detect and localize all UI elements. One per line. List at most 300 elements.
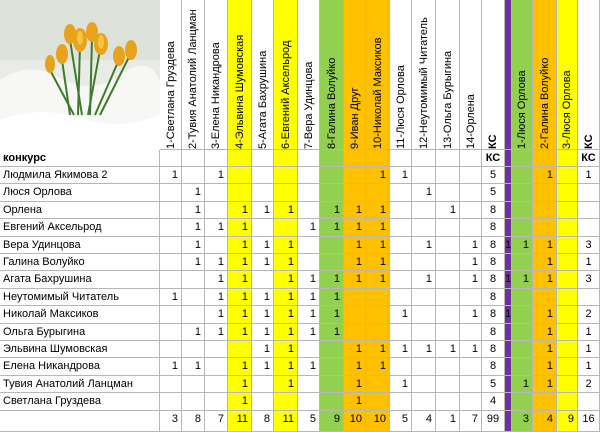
table-cell bbox=[557, 167, 578, 184]
table-cell: 1 bbox=[274, 289, 298, 306]
column-header-label: 8-Галина Волуйко bbox=[325, 57, 338, 149]
column-header-label: 2-Галина Волуйко bbox=[538, 57, 551, 149]
table-cell bbox=[228, 184, 252, 202]
table-cell: 5 bbox=[482, 184, 505, 202]
table-cell bbox=[412, 254, 436, 271]
table-cell: 1 bbox=[436, 202, 460, 219]
table-cell bbox=[160, 324, 182, 341]
table-cell: 1 bbox=[228, 219, 252, 237]
column-header-label: 6-Евгений Аксельрод bbox=[279, 40, 292, 149]
table-cell bbox=[505, 202, 512, 219]
table-cell bbox=[578, 202, 600, 219]
table-cell: 1 bbox=[252, 306, 274, 324]
table-cell: 1 bbox=[436, 341, 460, 358]
table-cell bbox=[320, 358, 344, 376]
table-cell: 3 bbox=[578, 237, 600, 254]
table-cell bbox=[436, 219, 460, 237]
column-subheader bbox=[460, 150, 482, 167]
column-header-6 bbox=[274, 0, 298, 150]
table-cell: 1 bbox=[298, 358, 320, 376]
table-cell bbox=[512, 306, 533, 324]
column-header-2 bbox=[182, 0, 205, 150]
column-header-9 bbox=[344, 0, 366, 150]
total-cell: 4 bbox=[533, 411, 557, 432]
table-cell bbox=[557, 376, 578, 393]
table-cell bbox=[412, 393, 436, 411]
total-cell: 9 bbox=[320, 411, 344, 432]
column-header-5 bbox=[252, 0, 274, 150]
table-cell bbox=[557, 271, 578, 289]
table-cell bbox=[390, 393, 412, 411]
table-cell: 1 bbox=[274, 324, 298, 341]
column-header-15 bbox=[482, 0, 505, 150]
row-name: Людмила Якимова 2 bbox=[0, 167, 160, 184]
table-cell: 1 bbox=[344, 237, 366, 254]
row-name: Эльвина Шумовская bbox=[0, 341, 160, 358]
table-cell bbox=[320, 254, 344, 271]
table-cell: 1 bbox=[390, 167, 412, 184]
column-header-13 bbox=[436, 0, 460, 150]
table-cell: 1 bbox=[460, 306, 482, 324]
table-cell bbox=[533, 184, 557, 202]
column-subheader bbox=[533, 150, 557, 167]
total-cell: 11 bbox=[274, 411, 298, 432]
table-cell bbox=[390, 237, 412, 254]
column-header-label: 1-Люся Орлова bbox=[516, 70, 528, 149]
table-cell: 1 bbox=[533, 237, 557, 254]
table-cell bbox=[578, 184, 600, 202]
table-cell bbox=[252, 167, 274, 184]
table-cell: 1 bbox=[160, 289, 182, 306]
table-cell: 5 bbox=[482, 376, 505, 393]
table-cell bbox=[160, 184, 182, 202]
table-cell bbox=[436, 358, 460, 376]
total-cell: 5 bbox=[298, 411, 320, 432]
total-cell: 10 bbox=[344, 411, 366, 432]
table-cell bbox=[320, 237, 344, 254]
table-cell: 1 bbox=[205, 254, 228, 271]
table-cell: 1 bbox=[505, 237, 512, 254]
column-subheader bbox=[557, 150, 578, 167]
table-cell bbox=[366, 184, 390, 202]
column-subheader bbox=[344, 150, 366, 167]
table-cell bbox=[512, 358, 533, 376]
table-cell bbox=[412, 167, 436, 184]
table-cell bbox=[344, 289, 366, 306]
table-cell bbox=[436, 324, 460, 341]
table-cell: 1 bbox=[344, 219, 366, 237]
column-header-3 bbox=[205, 0, 228, 150]
column-subheader bbox=[436, 150, 460, 167]
column-header-label: 9-Иван Друг bbox=[348, 87, 361, 149]
table-cell: 1 bbox=[252, 202, 274, 219]
column-header-label: 1-Светлана Груздева bbox=[164, 41, 177, 149]
table-cell: 1 bbox=[228, 358, 252, 376]
table-cell: 1 bbox=[228, 376, 252, 393]
column-header-7 bbox=[298, 0, 320, 150]
table-cell bbox=[320, 167, 344, 184]
table-cell: 1 bbox=[533, 254, 557, 271]
table-cell bbox=[460, 324, 482, 341]
column-header-18 bbox=[533, 0, 557, 150]
table-cell bbox=[512, 167, 533, 184]
total-cell: 9 bbox=[557, 411, 578, 432]
column-header-20 bbox=[578, 0, 600, 150]
table-cell bbox=[298, 254, 320, 271]
table-cell: 1 bbox=[344, 376, 366, 393]
table-cell: 1 bbox=[533, 376, 557, 393]
totals-label bbox=[0, 411, 160, 432]
table-cell bbox=[205, 376, 228, 393]
table-cell: 1 bbox=[252, 341, 274, 358]
column-header-label: 7-Вера Удинцова bbox=[302, 61, 315, 149]
table-cell: 1 bbox=[182, 324, 205, 341]
column-header-label: КС bbox=[582, 134, 595, 149]
table-cell bbox=[252, 271, 274, 289]
table-cell: 1 bbox=[228, 254, 252, 271]
table-cell bbox=[160, 219, 182, 237]
table-cell bbox=[182, 393, 205, 411]
table-cell bbox=[505, 289, 512, 306]
table-cell bbox=[436, 306, 460, 324]
table-cell bbox=[160, 376, 182, 393]
table-cell: 1 bbox=[533, 358, 557, 376]
row-name: Агата Бахрушина bbox=[0, 271, 160, 289]
table-cell bbox=[274, 167, 298, 184]
table-cell bbox=[436, 289, 460, 306]
table-cell: 1 bbox=[205, 219, 228, 237]
table-cell bbox=[298, 237, 320, 254]
table-cell bbox=[578, 393, 600, 411]
table-cell: 8 bbox=[482, 219, 505, 237]
table-cell bbox=[160, 254, 182, 271]
column-subheader: КС bbox=[482, 150, 505, 167]
column-header-label: 11-Люся Орлова bbox=[394, 65, 407, 149]
table-cell bbox=[344, 167, 366, 184]
table-cell: 4 bbox=[482, 393, 505, 411]
table-cell: 1 bbox=[182, 358, 205, 376]
table-cell: 1 bbox=[252, 324, 274, 341]
table-cell bbox=[390, 358, 412, 376]
table-cell: 1 bbox=[205, 289, 228, 306]
table-cell: 1 bbox=[298, 324, 320, 341]
table-cell: 1 bbox=[366, 358, 390, 376]
table-cell: 1 bbox=[252, 289, 274, 306]
table-cell: 1 bbox=[578, 341, 600, 358]
table-cell bbox=[390, 219, 412, 237]
table-cell bbox=[460, 289, 482, 306]
table-cell bbox=[228, 167, 252, 184]
table-cell bbox=[436, 184, 460, 202]
table-cell bbox=[366, 376, 390, 393]
table-cell: 1 bbox=[412, 237, 436, 254]
table-cell: 1 bbox=[512, 376, 533, 393]
table-cell bbox=[344, 324, 366, 341]
table-cell bbox=[160, 202, 182, 219]
table-cell bbox=[460, 393, 482, 411]
table-cell bbox=[512, 393, 533, 411]
table-cell bbox=[182, 306, 205, 324]
total-cell: 16 bbox=[578, 411, 600, 432]
total-cell: 7 bbox=[460, 411, 482, 432]
column-subheader: КС bbox=[578, 150, 600, 167]
table-cell: 8 bbox=[482, 324, 505, 341]
table-cell: 1 bbox=[390, 341, 412, 358]
table-cell: 1 bbox=[298, 219, 320, 237]
table-cell: 1 bbox=[533, 306, 557, 324]
table-cell bbox=[160, 393, 182, 411]
table-cell: 1 bbox=[366, 341, 390, 358]
table-cell bbox=[390, 289, 412, 306]
table-cell: 1 bbox=[505, 271, 512, 289]
table-cell: 1 bbox=[505, 306, 512, 324]
table-cell bbox=[533, 393, 557, 411]
table-cell: 1 bbox=[298, 289, 320, 306]
table-cell: 1 bbox=[182, 254, 205, 271]
column-header-label: 13-Ольга Бурыгина bbox=[441, 50, 454, 149]
table-cell: 1 bbox=[228, 289, 252, 306]
table-cell: 1 bbox=[344, 271, 366, 289]
table-cell bbox=[557, 237, 578, 254]
table-cell: 2 bbox=[578, 376, 600, 393]
table-cell bbox=[412, 289, 436, 306]
table-cell bbox=[160, 341, 182, 358]
table-cell: 1 bbox=[274, 341, 298, 358]
column-header-19 bbox=[557, 0, 578, 150]
total-cell: 4 bbox=[412, 411, 436, 432]
table-cell bbox=[505, 167, 512, 184]
table-cell bbox=[412, 376, 436, 393]
table-cell: 1 bbox=[274, 271, 298, 289]
column-subheader bbox=[505, 150, 512, 167]
total-cell: 8 bbox=[252, 411, 274, 432]
table-cell bbox=[505, 393, 512, 411]
table-cell: 1 bbox=[252, 237, 274, 254]
column-header-11 bbox=[390, 0, 412, 150]
table-cell bbox=[505, 254, 512, 271]
table-cell bbox=[578, 289, 600, 306]
table-cell bbox=[412, 306, 436, 324]
table-cell: 1 bbox=[533, 167, 557, 184]
table-cell bbox=[412, 358, 436, 376]
table-cell: 1 bbox=[274, 202, 298, 219]
table-cell: 2 bbox=[578, 306, 600, 324]
column-header-1 bbox=[160, 0, 182, 150]
table-cell bbox=[320, 341, 344, 358]
table-cell bbox=[557, 341, 578, 358]
table-cell: 1 bbox=[228, 202, 252, 219]
table-cell bbox=[505, 376, 512, 393]
table-cell bbox=[436, 393, 460, 411]
table-cell: 1 bbox=[578, 324, 600, 341]
table-cell: 1 bbox=[460, 237, 482, 254]
table-cell: 1 bbox=[228, 271, 252, 289]
table-cell: 1 bbox=[274, 237, 298, 254]
table-cell: 8 bbox=[482, 254, 505, 271]
table-cell bbox=[252, 184, 274, 202]
row-name: Светлана Груздева bbox=[0, 393, 160, 411]
table-cell bbox=[460, 219, 482, 237]
table-cell bbox=[557, 184, 578, 202]
table-cell bbox=[557, 306, 578, 324]
table-cell bbox=[512, 324, 533, 341]
row-name: Галина Волуйко bbox=[0, 254, 160, 271]
table-cell: 1 bbox=[274, 358, 298, 376]
table-cell bbox=[320, 376, 344, 393]
table-cell bbox=[298, 184, 320, 202]
table-cell: 1 bbox=[460, 271, 482, 289]
table-cell bbox=[390, 324, 412, 341]
column-header-label: 4-Эльвина Шумовская bbox=[233, 34, 246, 149]
table-cell bbox=[578, 219, 600, 237]
table-cell bbox=[298, 341, 320, 358]
table-cell: 1 bbox=[252, 254, 274, 271]
row-name: Вера Удинцова bbox=[0, 237, 160, 254]
column-subheader bbox=[298, 150, 320, 167]
table-cell: 1 bbox=[390, 376, 412, 393]
table-cell: 1 bbox=[366, 219, 390, 237]
column-subheader bbox=[390, 150, 412, 167]
table-cell: 8 bbox=[482, 271, 505, 289]
column-header-label: 5-Агата Бахрушина bbox=[256, 50, 269, 149]
table-cell: 1 bbox=[205, 271, 228, 289]
row-name: Тувия Анатолий Ланцман bbox=[0, 376, 160, 393]
table-cell bbox=[557, 393, 578, 411]
table-cell: 1 bbox=[366, 254, 390, 271]
table-cell bbox=[390, 271, 412, 289]
table-cell bbox=[182, 376, 205, 393]
table-cell: 1 bbox=[344, 358, 366, 376]
table-cell bbox=[505, 358, 512, 376]
table-cell bbox=[160, 237, 182, 254]
column-subheader bbox=[228, 150, 252, 167]
table-cell bbox=[205, 358, 228, 376]
table-cell bbox=[228, 341, 252, 358]
column-subheader bbox=[366, 150, 390, 167]
table-cell: 1 bbox=[182, 184, 205, 202]
table-cell: 1 bbox=[298, 271, 320, 289]
row-name: Орлена bbox=[0, 202, 160, 219]
table-cell bbox=[274, 184, 298, 202]
table-cell bbox=[298, 167, 320, 184]
table-cell: 1 bbox=[344, 341, 366, 358]
column-header-label: 10-Николай Максиков bbox=[371, 37, 384, 149]
table-cell bbox=[160, 306, 182, 324]
table-cell bbox=[512, 202, 533, 219]
table-cell bbox=[533, 202, 557, 219]
table-cell: 1 bbox=[366, 271, 390, 289]
table-cell: 1 bbox=[533, 341, 557, 358]
column-subheader bbox=[252, 150, 274, 167]
table-cell bbox=[298, 393, 320, 411]
table-cell: 8 bbox=[482, 202, 505, 219]
table-cell: 1 bbox=[228, 324, 252, 341]
column-header-17 bbox=[512, 0, 533, 150]
table-cell bbox=[436, 376, 460, 393]
total-cell: 10 bbox=[366, 411, 390, 432]
table-cell bbox=[390, 184, 412, 202]
table-cell bbox=[252, 219, 274, 237]
row-name: Елена Никандрова bbox=[0, 358, 160, 376]
table-cell bbox=[512, 254, 533, 271]
column-subheader bbox=[274, 150, 298, 167]
column-header-16 bbox=[505, 0, 512, 150]
table-cell bbox=[274, 393, 298, 411]
table-cell bbox=[366, 393, 390, 411]
table-cell bbox=[344, 184, 366, 202]
table-cell bbox=[252, 376, 274, 393]
column-header-label: 12-Неутомимый Читатель bbox=[417, 17, 430, 149]
table-cell: 1 bbox=[460, 254, 482, 271]
table-cell bbox=[205, 393, 228, 411]
row-name: Евгений Аксельрод bbox=[0, 219, 160, 237]
total-cell: 1 bbox=[436, 411, 460, 432]
table-cell: 8 bbox=[482, 306, 505, 324]
table-cell bbox=[460, 376, 482, 393]
table-cell bbox=[252, 393, 274, 411]
table-cell bbox=[460, 358, 482, 376]
column-header-label: 2-Тувия Анатолий Ланцман bbox=[187, 9, 199, 149]
column-subheader bbox=[320, 150, 344, 167]
table-cell bbox=[205, 237, 228, 254]
table-cell: 1 bbox=[344, 254, 366, 271]
table-cell bbox=[512, 289, 533, 306]
table-cell: 1 bbox=[205, 167, 228, 184]
table-cell: 5 bbox=[482, 167, 505, 184]
table-cell bbox=[298, 202, 320, 219]
table-cell: 1 bbox=[366, 202, 390, 219]
table-cell bbox=[557, 254, 578, 271]
table-cell bbox=[412, 219, 436, 237]
table-cell bbox=[512, 184, 533, 202]
table-cell bbox=[182, 271, 205, 289]
table-cell bbox=[460, 184, 482, 202]
row-name: Ольга Бурыгина bbox=[0, 324, 160, 341]
table-cell bbox=[182, 289, 205, 306]
table-cell: 8 bbox=[482, 237, 505, 254]
table-cell bbox=[512, 341, 533, 358]
column-header-12 bbox=[412, 0, 436, 150]
table-cell: 1 bbox=[412, 271, 436, 289]
table-cell: 1 bbox=[366, 237, 390, 254]
table-cell bbox=[366, 306, 390, 324]
total-cell: 7 bbox=[205, 411, 228, 432]
table-cell bbox=[557, 358, 578, 376]
table-cell: 1 bbox=[344, 393, 366, 411]
column-subheader bbox=[412, 150, 436, 167]
table-cell bbox=[320, 184, 344, 202]
column-header-10 bbox=[366, 0, 390, 150]
row-name: Николай Максиков bbox=[0, 306, 160, 324]
table-cell: 1 bbox=[512, 271, 533, 289]
table-cell: 1 bbox=[578, 358, 600, 376]
column-subheader bbox=[182, 150, 205, 167]
table-cell bbox=[436, 167, 460, 184]
table-cell: 1 bbox=[412, 341, 436, 358]
column-header-14 bbox=[460, 0, 482, 150]
table-cell: 1 bbox=[228, 306, 252, 324]
table-cell bbox=[460, 202, 482, 219]
total-cell: 11 bbox=[228, 411, 252, 432]
table-cell bbox=[205, 184, 228, 202]
table-cell: 1 bbox=[182, 202, 205, 219]
table-cell: 1 bbox=[274, 306, 298, 324]
table-cell bbox=[205, 202, 228, 219]
total-cell: 99 bbox=[482, 411, 505, 432]
row-name: Люся Орлова bbox=[0, 184, 160, 202]
table-cell bbox=[436, 254, 460, 271]
column-subheader bbox=[160, 150, 182, 167]
